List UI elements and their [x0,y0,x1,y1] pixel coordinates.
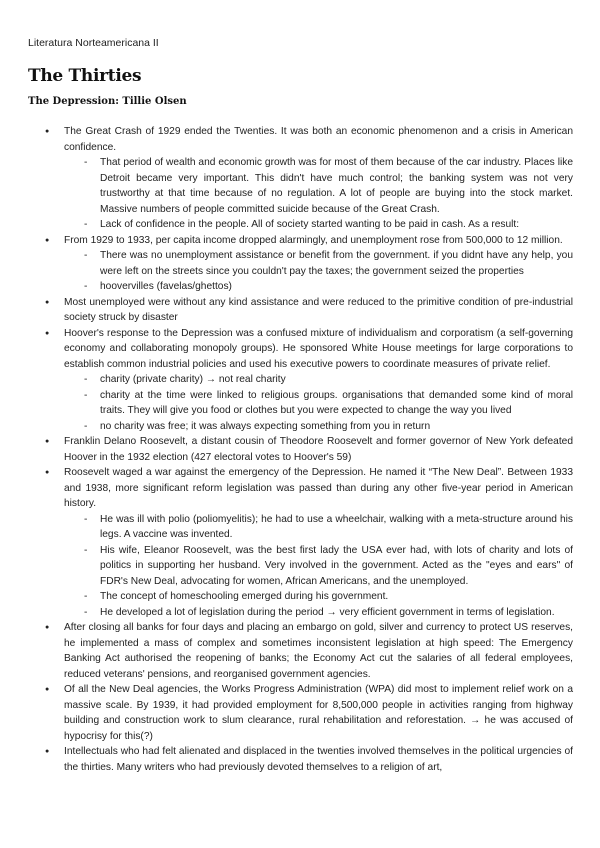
sub-bullet-item: - There was no unemployment assistance or benefit from the government. if you didnt have any help, you were left on the streets since you couldn't pay the taxes; the government seized the properties [28,248,573,279]
sub-bullet-item: - He developed a lot of legislation during the period → very efficient government in terms of legislation. [28,605,573,621]
page-subtitle: The Depression: Tillie Olsen [28,96,187,107]
bullet-item: ● The Great Crash of 1929 ended the Twenties. It was both an economic phenomenon and a crisis in American confidence. [28,124,573,155]
bullet-item: ● After closing all banks for four days and placing an embargo on gold, silver and currency to protect US reserves, he implemented a mass of complex and sometimes inconsistent legislation at high speed: The Emergency Banking Act authorised the reopening of banks; the Economy Act cut the salaries of all federal employees, reduced veterans' pensions, and reorganised government agencies. [28,620,573,682]
sub-bullet-item: - He was ill with polio (poliomyelitis); he had to use a wheelchair, walking with a meta-structure around his legs. A vaccine was invented. [28,512,573,543]
bullet-item: ● Intellectuals who had felt alienated and displaced in the twenties involved themselves in the political urgencies of the thirties. Many writers who had previously devoted themselves to a religion of art, [28,744,573,775]
bullet-item: ● Most unemployed were without any kind assistance and were reduced to the primitive condition of pre-industrial society struck by disaster [28,295,573,326]
course-header: Literatura Norteamericana II [28,37,159,49]
notes-content [28,124,573,775]
bullet-item: ● Franklin Delano Roosevelt, a distant cousin of Theodore Roosevelt and former governor of New York defeated Hoover in the 1932 election (427 electoral votes to Hoover's 59) [28,434,573,465]
sub-bullet-item: - charity (private charity) → not real charity [28,372,573,388]
bullet-item: ● Of all the New Deal agencies, the Works Progress Administration (WPA) did most to implement relief work on a massive scale. By 1939, it had provided employment for 8,500,000 people in activities ranging from highway building and construction work to slum clearance, rural rehabilitation and reforestation. → he was accused of hypocrisy for this(?) [28,682,573,744]
sub-bullet-item: - charity at the time were linked to religious groups. organisations that demanded some kind of moral traits. They will give you food or clothes but you were expected to change the way you lived [28,388,573,419]
sub-bullet-item: - hoovervilles (favelas/ghettos) [28,279,573,295]
sub-bullet-item: - Lack of confidence in the people. All of society started wanting to be paid in cash. As a result: [28,217,573,233]
sub-bullet-item: - no charity was free; it was always expecting something from you in return [28,419,573,435]
bullet-item: ● From 1929 to 1933, per capita income dropped alarmingly, and unemployment rose from 500,000 to 12 million. [28,233,573,249]
sub-bullet-item: - That period of wealth and economic growth was for most of them because of the car industry. Places like Detroit became very important. This didn't have much control; the banking system was not very trustworthy at that time because of no regulation. A lot of people are buying into the stock market. Massive numbers of people committed suicide because of the Great Crash. [28,155,573,217]
sub-bullet-item: - His wife, Eleanor Roosevelt, was the best first lady the USA ever had, with lots of charity and lots of politics in supporting her husband. Very involved in the government. Acted as the "eyes and ears" of FDR's New Deal, advocating for women, African Americans, and the unemployed. [28,543,573,590]
page-title: The Thirties [28,66,142,86]
bullet-item: ● Roosevelt waged a war against the emergency of the Depression. He named it “The New Deal”. Between 1933 and 1938, more significant reform legislation was passed than during any other five-year period in American history. [28,465,573,512]
bullet-item: ● Hoover's response to the Depression was a confused mixture of individualism and corporatism (a self-governing economy and collaborating monopoly groups). He sponsored White House meetings for large corporations to establish common industrial policies and used his executive powers to coordinate measures of private relief. [28,326,573,373]
sub-bullet-item: - The concept of homeschooling emerged during his government. [28,589,573,605]
